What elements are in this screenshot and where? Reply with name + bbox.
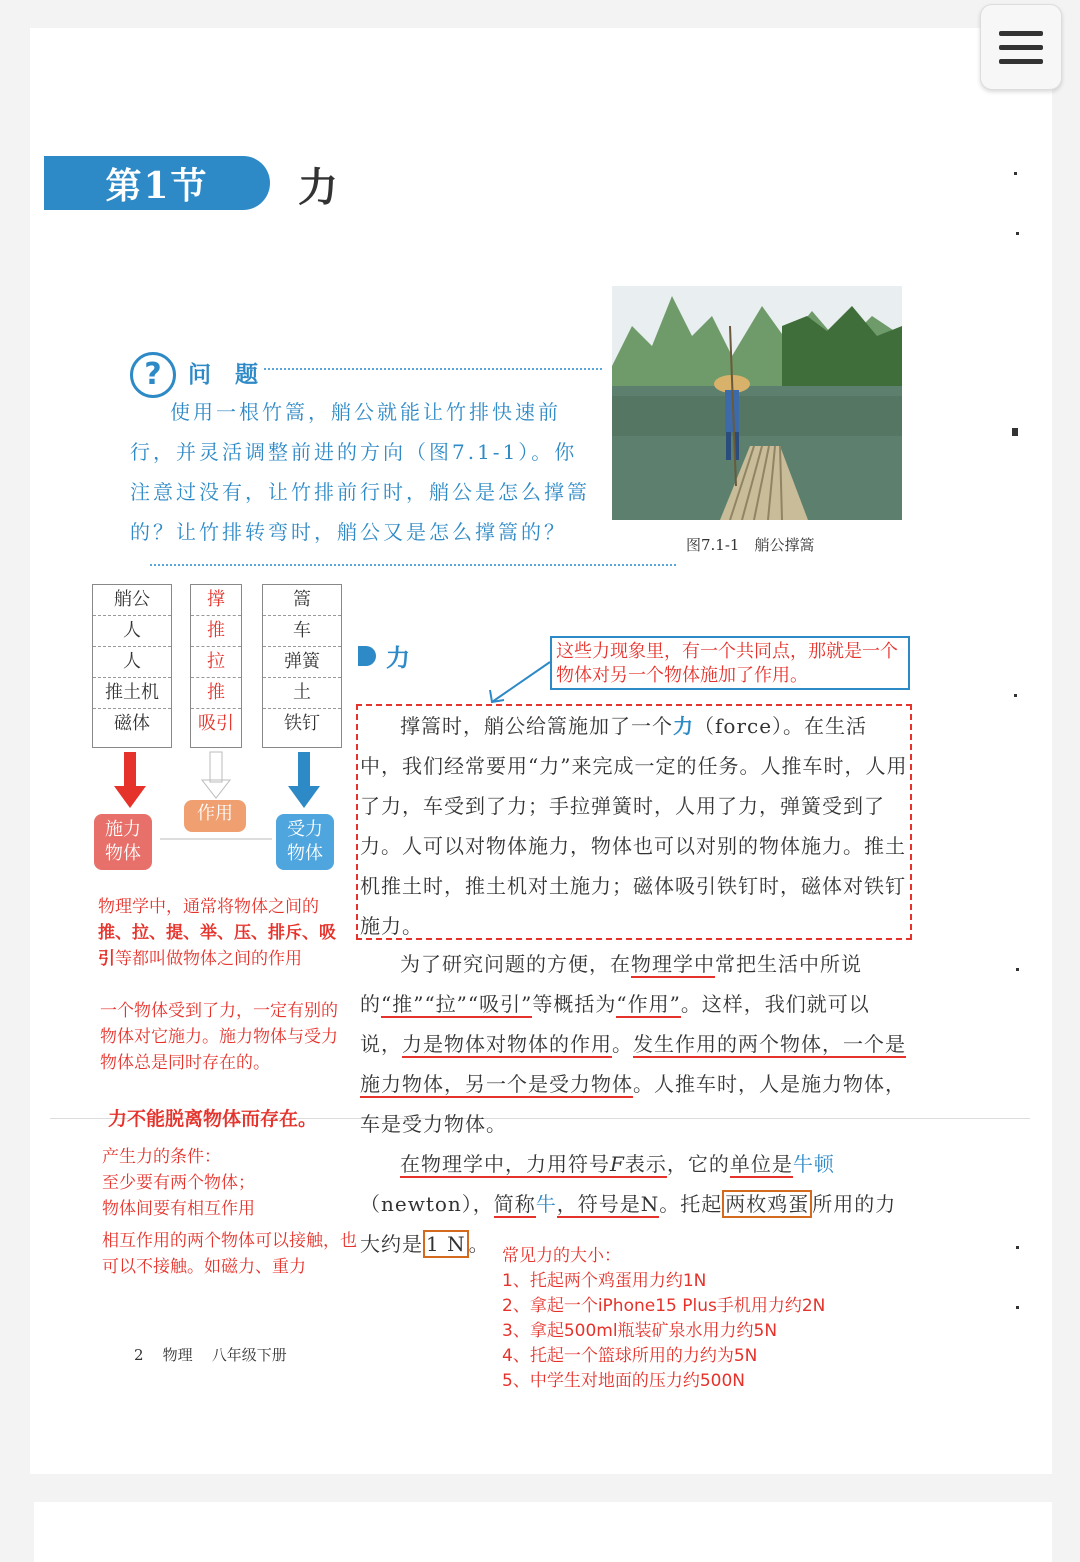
note-conditions: 产生力的条件： 至少要有两个物体； 物体间要有相互作用 [102, 1147, 255, 1219]
boatman-photo [612, 286, 902, 520]
table-cell: 吸引 [198, 713, 234, 734]
receiver-column [262, 584, 342, 748]
action-column [190, 584, 242, 748]
section-title: 力 [298, 164, 338, 211]
table-cell: 篙 [263, 585, 341, 616]
list-item: 5、中学生对地面的压力约500N [502, 1371, 745, 1391]
hamburger-menu-icon [999, 31, 1043, 36]
page-footer: 2 物理 八年级下册 [134, 1346, 287, 1364]
table-cell: 弹簧 [263, 647, 341, 678]
figure-caption: 图7.1-1 艄公撑篙 [686, 536, 815, 554]
action-label: 作用 [184, 800, 246, 832]
table-cell: 磁体 [114, 713, 150, 734]
table-cell: 拉 [191, 647, 241, 678]
subsection-heading: 力 [358, 638, 410, 673]
note-contact: 相互作用的两个物体可以接触，也可以不接触。如磁力、重力 [102, 1231, 357, 1277]
note-pair: 一个物体受到了力，一定有别的物体对它施力。施力物体与受力物体总是同时存在的。 [100, 1001, 338, 1073]
connector-line [160, 838, 272, 840]
exerter-label: 施力 物体 [94, 814, 152, 870]
table-cell: 推土机 [93, 678, 171, 709]
next-page-edge [34, 1502, 1052, 1562]
table-cell: 土 [263, 678, 341, 709]
page-number: 2 [134, 1346, 144, 1364]
table-cell: 撑 [191, 585, 241, 616]
table-cell: 推 [191, 678, 241, 709]
list-item: 1、托起两个鸡蛋用力约1N [502, 1271, 707, 1291]
question-label: 问 题 [188, 362, 267, 388]
list-item: 3、拿起500ml瓶装矿泉水用力约5N [502, 1321, 778, 1341]
paragraph-1: 撑篙时，艄公给篙施加了一个力（force）。在生活中，我们经常要用“力”来完成一定的任务。人推车时，人用了力，车受到了力；手拉弹簧时，人用了力，弹簧受到了力。人可以对物体施力，物体也可以对别的物体施力。推土机推土时，推土机对土施力；磁体吸引铁钉时，磁体对铁钉施力。 [360, 714, 908, 938]
table-cell: 车 [263, 616, 341, 647]
callout-arrow [484, 660, 554, 710]
divider-wave [150, 564, 676, 566]
table-cell: 人 [93, 616, 171, 647]
common-forces-note [502, 1244, 825, 1394]
common-forces-title: 常见力的大小： [502, 1246, 621, 1266]
callout-note: 这些力现象里，有一个共同点，那就是一个物体对另一个物体施加了作用。 [550, 636, 910, 690]
divider-wave [264, 368, 602, 370]
list-item: 4、托起一个篮球所用的力约为5N [502, 1346, 758, 1366]
table-cell: 艄公 [93, 585, 171, 616]
menu-button[interactable] [980, 4, 1062, 90]
table-cell: 推 [191, 616, 241, 647]
exerter-column [92, 584, 172, 748]
note-no-isolation: 力不能脱离物体而存在。 [108, 1108, 318, 1130]
section-number-banner: 第1节 [44, 156, 270, 210]
question-text: 使用一根竹篙，艄公就能让竹排快速前行，并灵活调整前进的方向（图7.1-1）。你注意过没有，让竹排前行时，艄公是怎么撑篙的？让竹排转弯时，艄公又是怎么撑篙的？ [130, 400, 590, 544]
paragraph-2: 为了研究问题的方便，在物理学中常把生活中所说的“推”“拉”“吸引”等概括为“作用”。这样，我们就可以说，力是物体对物体的作用。发生作用的两个物体，一个是施力物体，另一个是受力物体。人推车时，人是施力物体，车是受力物体。 [360, 952, 906, 1136]
question-icon: ? [130, 352, 176, 398]
paragraph-3: 在物理学中，力用符号F表示，它的单位是牛顿（newton），简称牛，符号是N。托起 两枚鸡蛋 所用的力大约是 1 N 。 [360, 1152, 897, 1256]
receiver-label: 受力 物体 [276, 814, 334, 870]
note-definition: 物理学中，通常将物体之间的推、拉、提、举、压、排斥、吸引等都叫做物体之间的作用 [98, 897, 336, 969]
table-cell: 铁钉 [284, 713, 320, 734]
list-item: 2、拿起一个iPhone15 Plus手机用力约2N [502, 1296, 826, 1316]
table-cell: 人 [93, 647, 171, 678]
